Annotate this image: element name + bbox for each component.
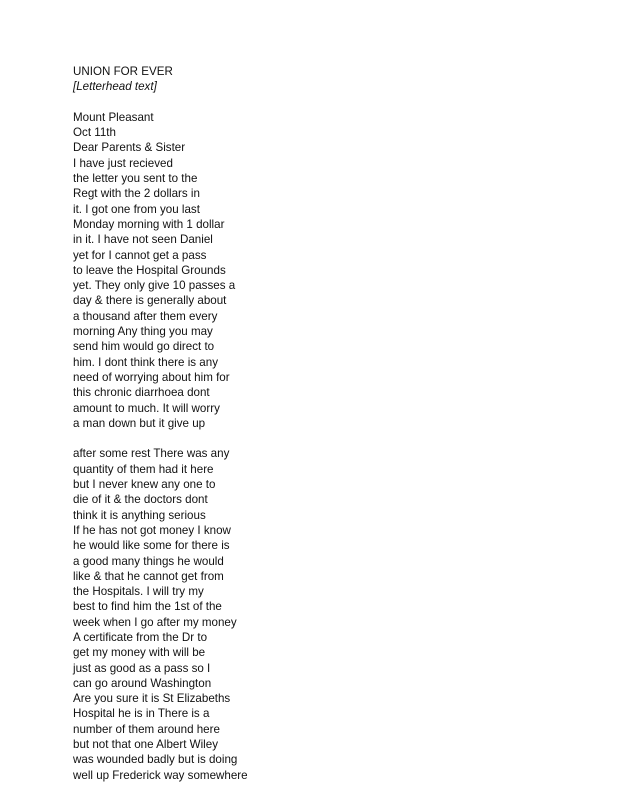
letterhead-note: [Letterhead text]: [73, 80, 157, 94]
letter-place: Mount Pleasant: [73, 110, 154, 124]
text-line: just as good as a pass so I: [73, 661, 211, 675]
spacer: [73, 95, 248, 110]
paragraph-2: [73, 446, 248, 783]
text-line: Monday morning with 1 dollar: [73, 217, 225, 231]
text-line: but I never knew any one to: [73, 478, 216, 492]
text-line: think it is anything serious: [73, 508, 206, 522]
letterhead-title: UNION FOR EVER: [73, 65, 173, 78]
text-line: well up Frederick way somewhere: [73, 768, 248, 782]
text-line: morning Any thing you may: [73, 325, 213, 339]
text-line: a man down but it give up: [73, 416, 206, 430]
spacer: [73, 431, 248, 446]
text-line: a good many things he would: [73, 554, 224, 568]
text-line: Hospital he is in There is a: [73, 707, 210, 721]
text-line: but not that one Albert Wiley: [73, 738, 219, 752]
text-line: number of them around here: [73, 722, 220, 736]
text-line: I have just recieved: [73, 156, 173, 170]
text-line: him. I dont think there is any: [73, 355, 218, 369]
text-line: this chronic diarrhoea dont: [73, 386, 210, 400]
text-line: day & there is generally about: [73, 294, 227, 308]
text-line: after some rest There was any: [73, 447, 230, 461]
text-line: the Hospitals. I will try my: [73, 585, 204, 599]
text-line: amount to much. It will worry: [73, 401, 220, 415]
text-line: to leave the Hospital Grounds: [73, 263, 226, 277]
text-line: yet. They only give 10 passes a: [73, 279, 236, 293]
letter-salutation: Dear Parents & Sister: [73, 141, 186, 155]
paragraph-1: [73, 156, 248, 431]
text-line: in it. I have not seen Daniel: [73, 233, 213, 247]
text-line: get my money with will be: [73, 646, 206, 660]
text-line: A certificate from the Dr to: [73, 630, 208, 644]
text-line: like & that he cannot get from: [73, 569, 224, 583]
text-line: If he has not got money I know: [73, 523, 231, 537]
text-line: send him would go direct to: [73, 340, 215, 354]
text-line: Regt with the 2 dollars in: [73, 187, 200, 201]
text-line: yet for I cannot get a pass: [73, 248, 207, 262]
text-line: it. I got one from you last: [73, 202, 200, 216]
text-line: can go around Washington: [73, 676, 212, 690]
text-line: die of it & the doctors dont: [73, 493, 208, 507]
letter-text: [73, 64, 248, 783]
text-line: the letter you sent to the: [73, 172, 198, 186]
text-line: was wounded badly but is doing: [73, 753, 238, 767]
letter-date: Oct 11th: [73, 126, 116, 140]
text-line: a thousand after them every: [73, 309, 218, 323]
text-line: week when I go after my money: [73, 615, 237, 629]
text-line: quantity of them had it here: [73, 462, 214, 476]
text-line: best to find him the 1st of the: [73, 600, 222, 614]
text-line: Are you sure it is St Elizabeths: [73, 692, 231, 706]
text-line: he would like some for there is: [73, 539, 230, 553]
text-line: need of worrying about him for: [73, 370, 230, 384]
